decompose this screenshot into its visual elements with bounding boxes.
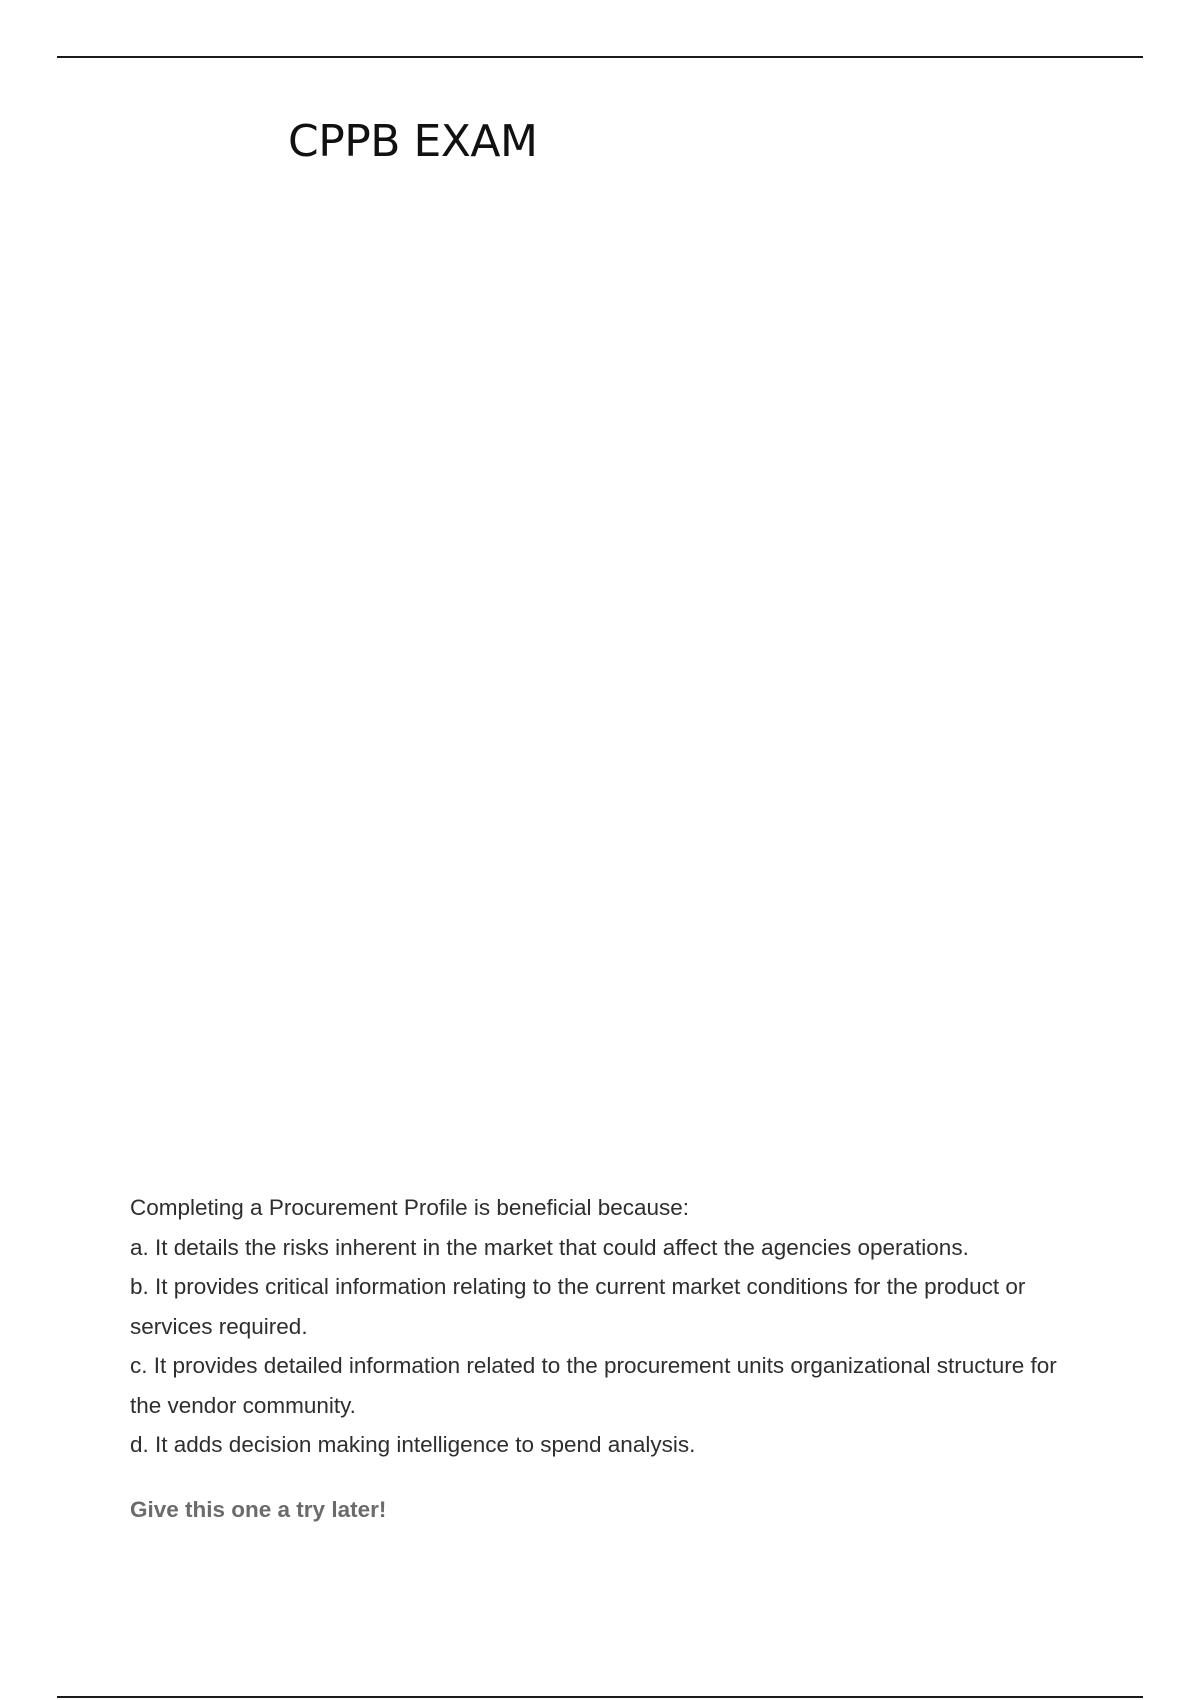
- page-title: CPPB EXAM: [288, 116, 538, 167]
- option-a: a. It details the risks inherent in the market that could affect the agencies operations.: [130, 1234, 969, 1260]
- question-block: [130, 1188, 1090, 1465]
- bottom-divider: [57, 1696, 1143, 1698]
- option-b: b. It provides critical information relating to the current market conditions for the product or services required.: [130, 1274, 1026, 1339]
- option-c: c. It provides detailed information related to the procurement units organizational structure for the vendor community.: [130, 1353, 1057, 1418]
- option-d: d. It adds decision making intelligence to spend analysis.: [130, 1432, 696, 1457]
- question-prompt: Completing a Procurement Profile is beneficial because:: [130, 1195, 690, 1220]
- feedback-text: Give this one a try later!: [130, 1497, 387, 1522]
- top-divider: [57, 56, 1143, 58]
